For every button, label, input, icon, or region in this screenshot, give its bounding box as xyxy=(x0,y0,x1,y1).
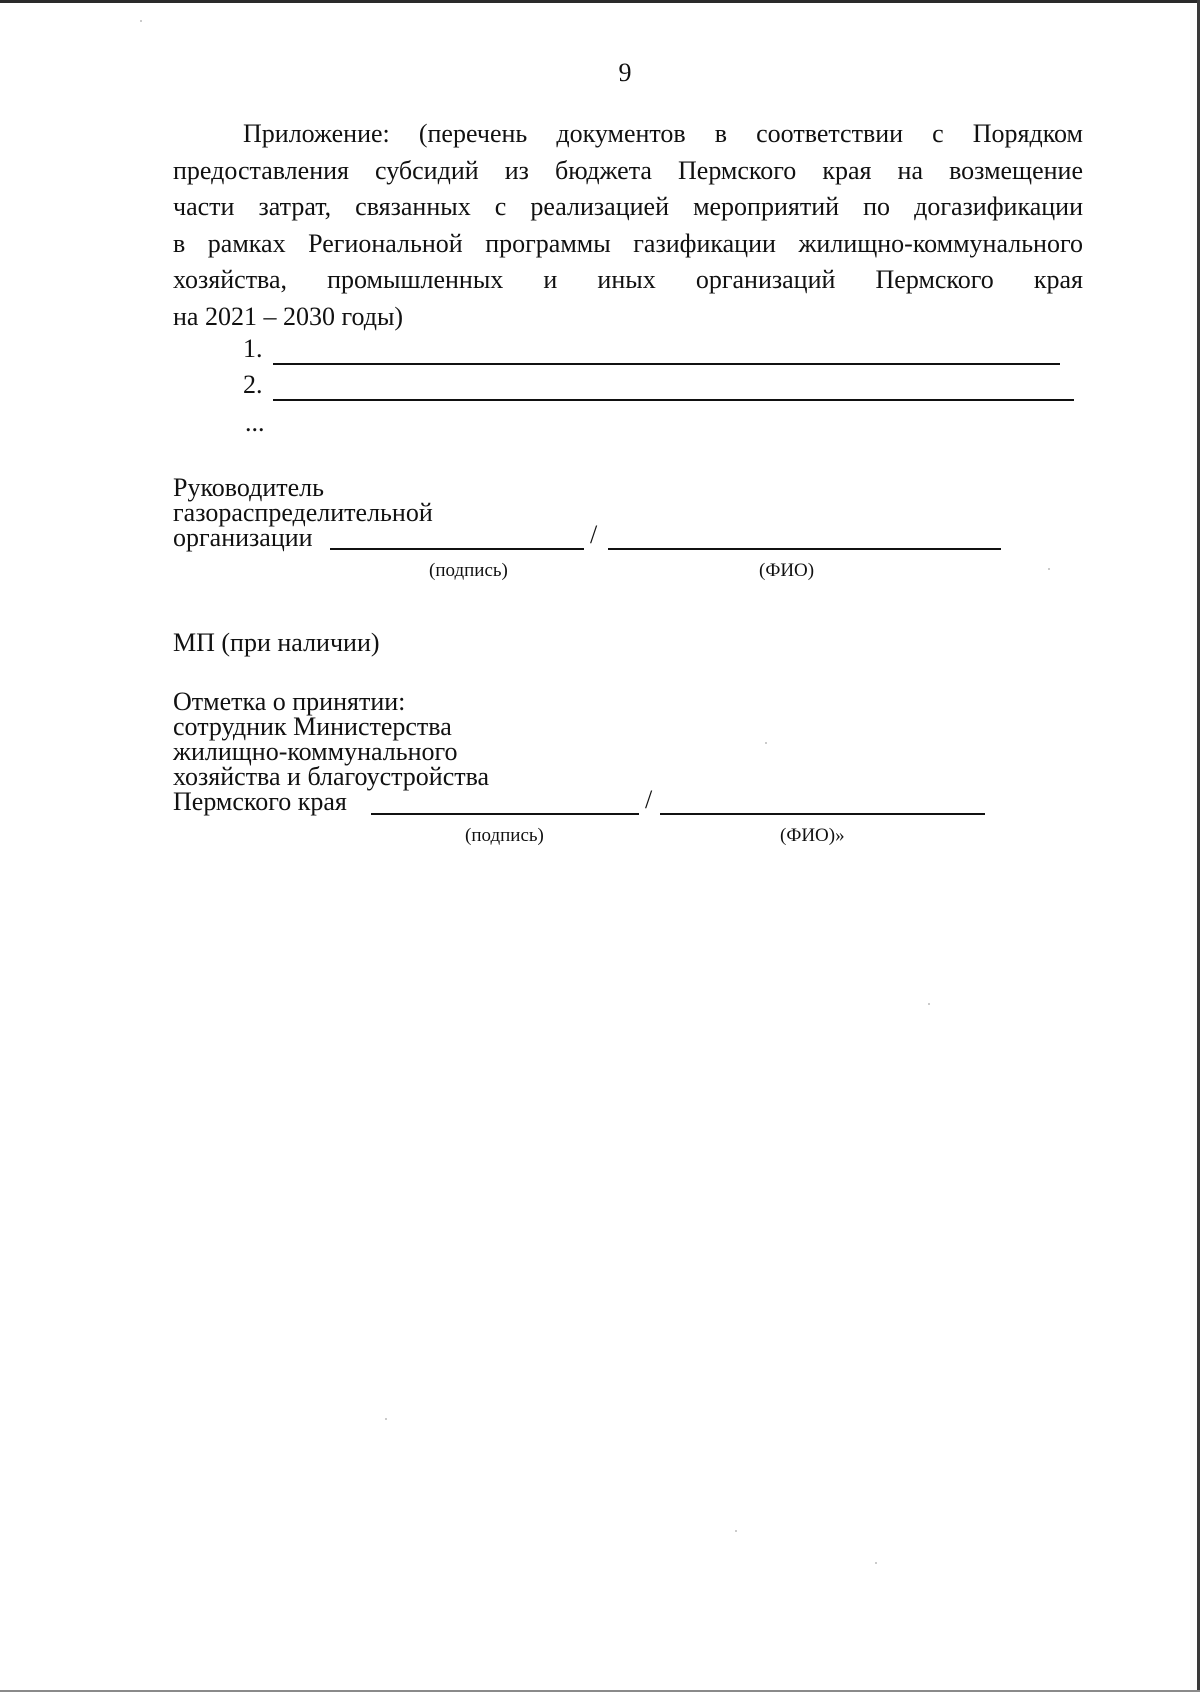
document-list-item-2 xyxy=(243,370,263,406)
acceptance-name-caption: (ФИО)» xyxy=(780,825,845,846)
appendix-line: в рамках Региональной программы газификации жилищно-коммунального xyxy=(173,228,1083,258)
scan-speck xyxy=(1048,568,1050,570)
acceptance-separator: / xyxy=(645,785,653,814)
head-separator: / xyxy=(590,520,598,549)
list-item-number: 1. xyxy=(243,334,263,363)
acceptance-line: сотрудник Министерства xyxy=(173,712,452,741)
stamp-label: МП (при наличии) xyxy=(173,628,380,657)
scan-speck xyxy=(735,1530,737,1532)
head-title-line: Руководитель xyxy=(173,473,324,502)
head-signature-blank[interactable] xyxy=(330,548,584,550)
scan-speck xyxy=(385,1418,387,1420)
acceptance-line: Пермского края xyxy=(173,787,347,816)
page-number: 9 xyxy=(618,58,632,87)
acceptance-line: жилищно-коммунального xyxy=(173,737,458,766)
acceptance-signature-blank[interactable] xyxy=(371,813,639,815)
list-item-2-blank-line[interactable] xyxy=(273,399,1074,401)
appendix-paragraph xyxy=(173,116,1083,335)
head-name-caption: (ФИО) xyxy=(759,560,815,581)
list-item-1-blank-line[interactable] xyxy=(273,363,1060,365)
scan-speck xyxy=(140,20,142,22)
scan-speck xyxy=(875,1562,877,1564)
document-list-item-1 xyxy=(243,334,263,370)
head-signature-caption: (подпись) xyxy=(429,560,508,581)
list-continuation: ... xyxy=(245,408,265,437)
appendix-line: на 2021 – 2030 годы) xyxy=(173,301,404,331)
acceptance-signature-caption: (подпись) xyxy=(465,825,544,846)
appendix-line: предоставления субсидий из бюджета Пермского края на возмещение xyxy=(173,155,1083,185)
head-title-line: газораспределительной xyxy=(173,498,433,527)
acceptance-name-blank[interactable] xyxy=(660,813,985,815)
list-item-number: 2. xyxy=(243,370,263,399)
acceptance-block xyxy=(173,689,489,814)
scan-speck xyxy=(765,742,767,744)
head-signature-block xyxy=(173,475,433,550)
acceptance-line: хозяйства и благоустройства xyxy=(173,762,490,791)
appendix-line: части затрат, связанных с реализацией мероприятий по догазификации xyxy=(173,192,1083,221)
scan-speck xyxy=(928,1003,930,1005)
appendix-line: Приложение: (перечень документов в соответствии с Порядком xyxy=(243,119,1083,148)
scan-edge-top xyxy=(0,0,1200,3)
acceptance-line: Отметка о принятии: xyxy=(173,687,406,716)
appendix-line: хозяйства, промышленных и иных организаций Пермского края xyxy=(173,265,1083,294)
head-title-line: организации xyxy=(173,523,313,552)
head-name-blank[interactable] xyxy=(608,548,1001,550)
